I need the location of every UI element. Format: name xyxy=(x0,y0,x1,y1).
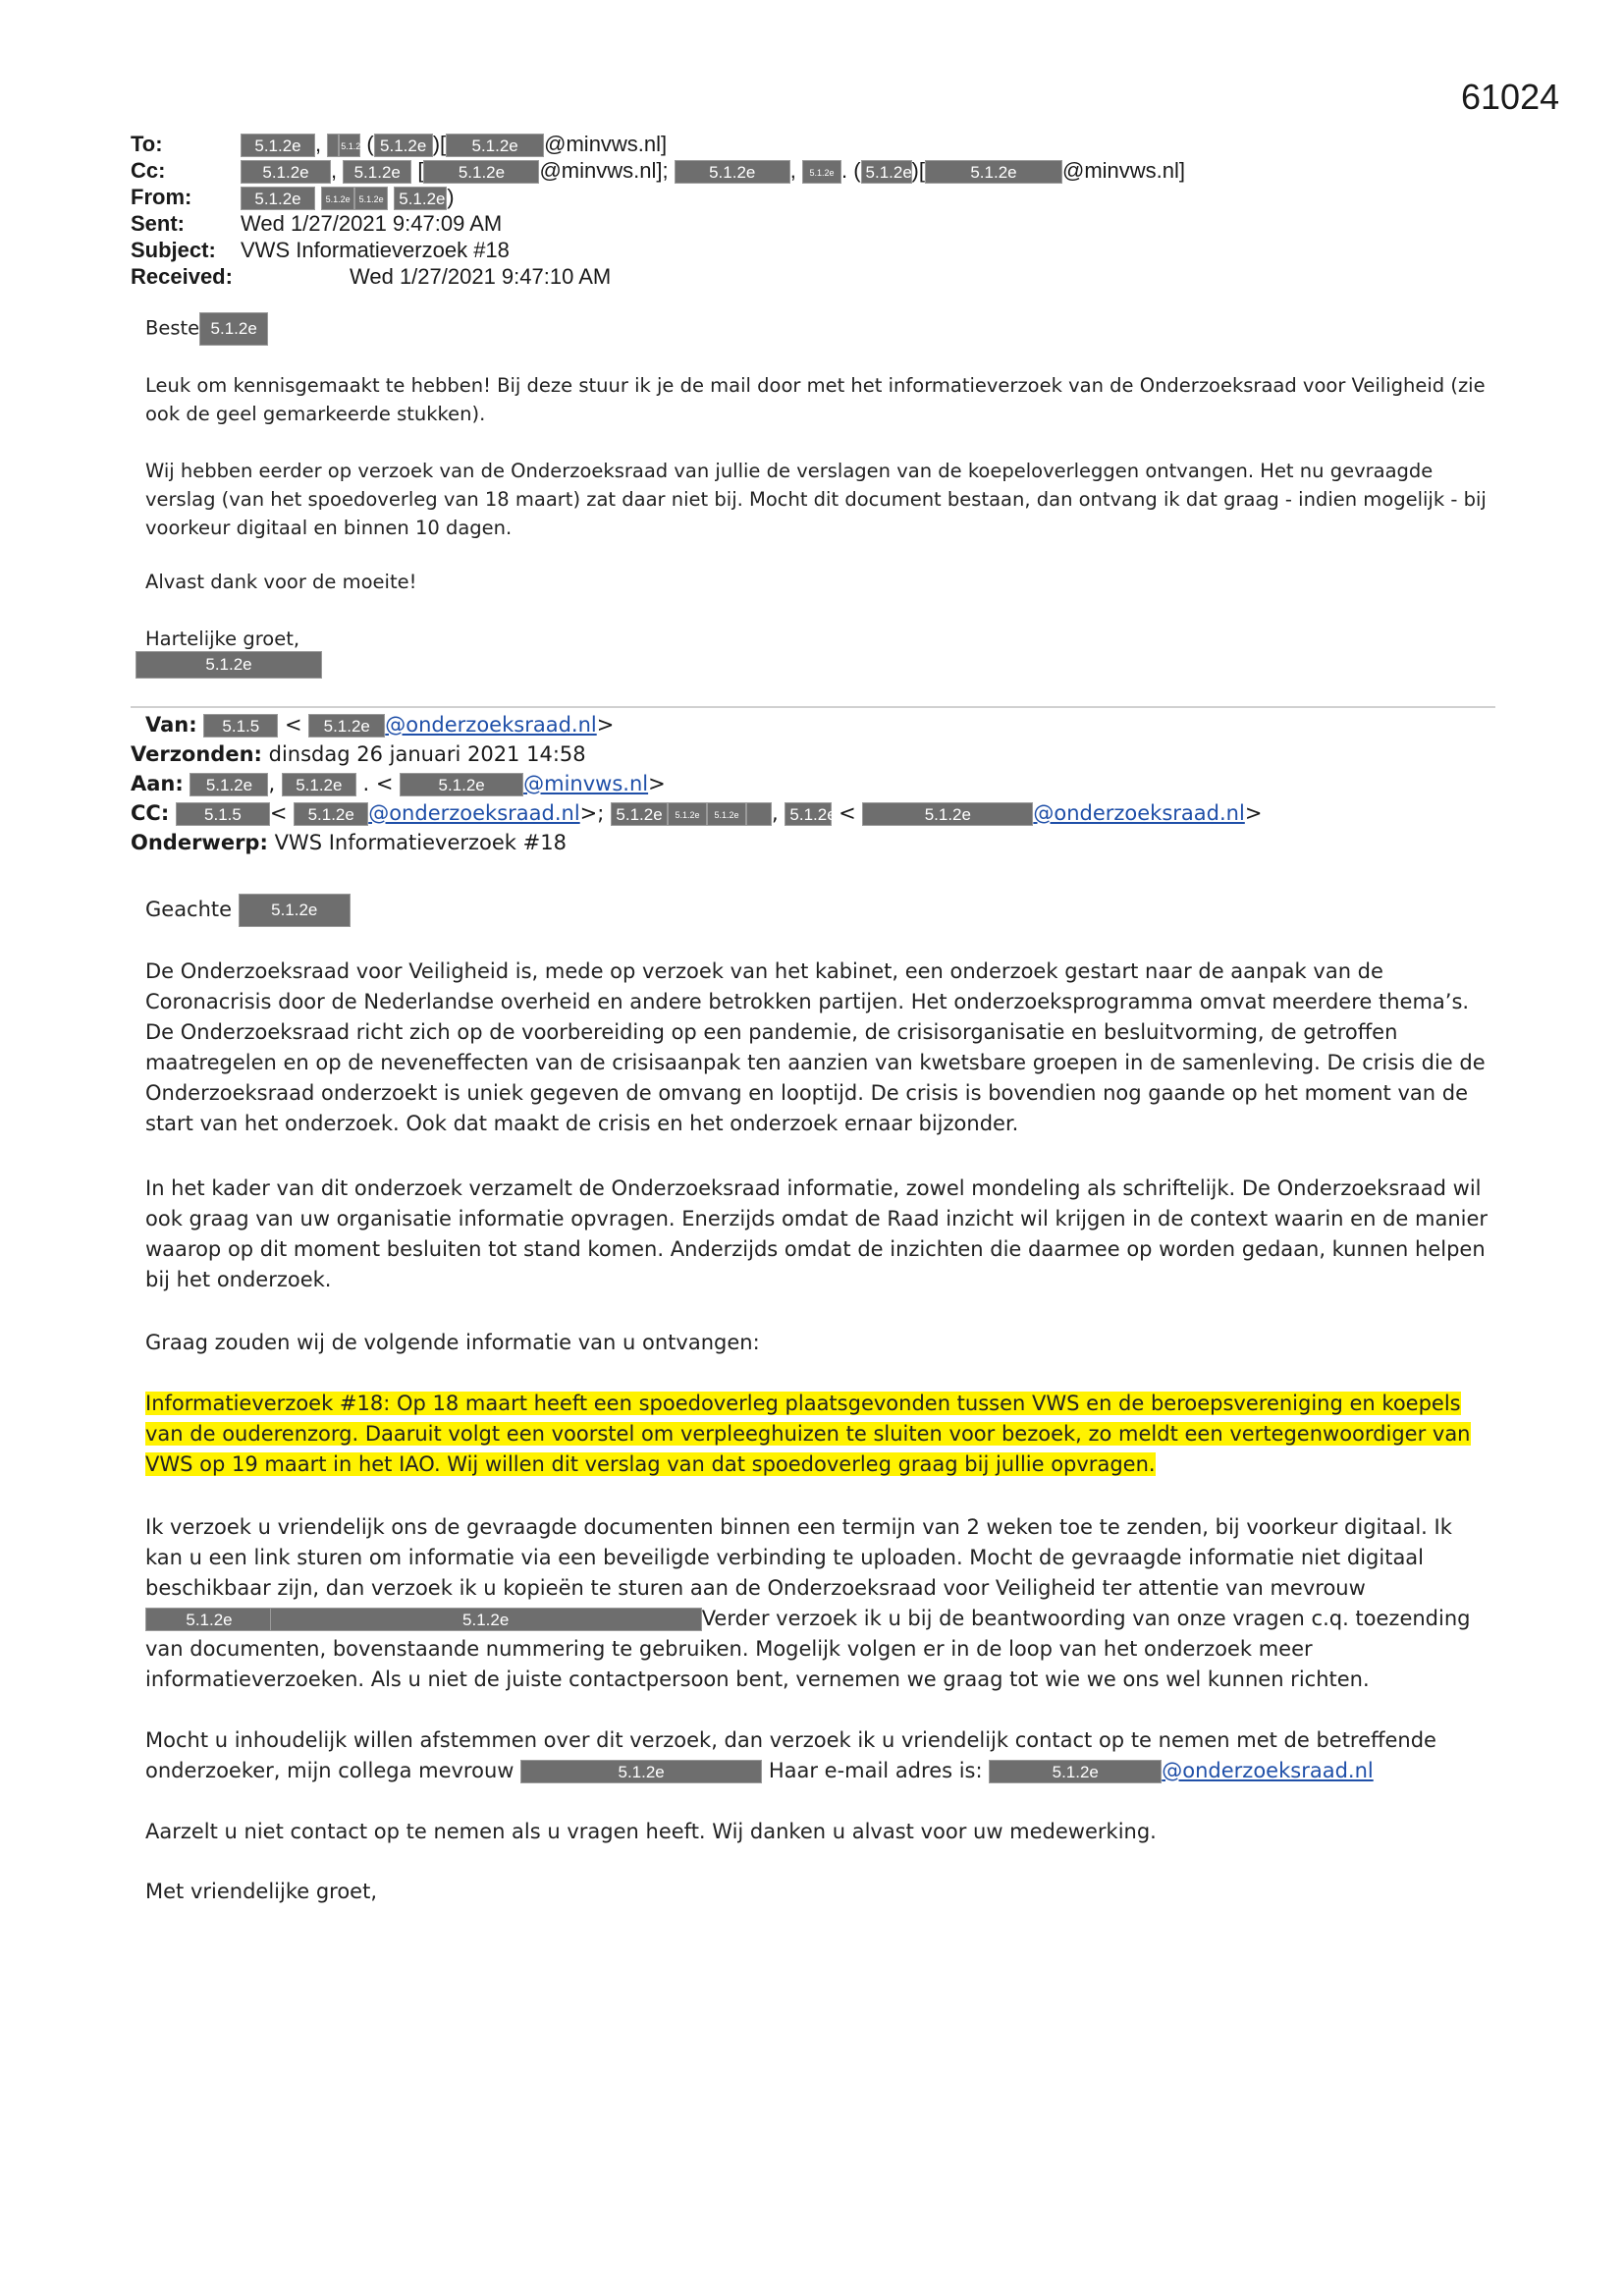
msg-greeting-line xyxy=(145,894,1490,927)
verzonden-value: dinsdag 26 januari 2021 14:58 xyxy=(268,742,586,766)
redaction: 5.1.2e xyxy=(145,1608,273,1631)
redaction: 5.1.5 xyxy=(176,802,270,826)
redaction: 5.1.2e xyxy=(668,802,707,826)
msg-closing-text: Met vriendelijke groet, xyxy=(145,1880,378,1903)
msg-p3: Graag zouden wij de volgende informatie van u ontvangen: xyxy=(145,1331,760,1354)
msg-paragraph-6 xyxy=(145,1817,1490,1847)
to-value: 5.1.2e , 5.1.2e ( 5.1.2e )[ 5.1.2e @minvws.nl] xyxy=(241,131,667,157)
redaction: 5.1.2e xyxy=(189,773,268,796)
van-email[interactable]: @onderzoeksraad.nl xyxy=(385,713,597,737)
subject-value: VWS Informatieverzoek #18 xyxy=(241,238,510,262)
separator xyxy=(131,706,1495,708)
redaction: 5.1.2e xyxy=(199,312,268,346)
redaction: 5.1.2e xyxy=(802,160,841,184)
cc-fwd-label: CC: xyxy=(131,801,170,825)
reply-greeting: Beste xyxy=(145,316,200,340)
redaction xyxy=(746,802,772,826)
onderwerp-value: VWS Informatieverzoek #18 xyxy=(274,831,567,854)
onderwerp-label: Onderwerp: xyxy=(131,831,268,854)
msg-p5-email[interactable]: @onderzoeksraad.nl xyxy=(1162,1759,1374,1782)
fwd-verzonden xyxy=(131,740,586,768)
cc-value: 5.1.2e , 5.1.2e [ 5.1.2e @minvws.nl]; 5.1.2e , 5.1.2e . ( 5.1.2e)[ 5.1.2e @minvws.nl] xyxy=(241,157,1185,184)
redaction: 5.1.2e xyxy=(321,187,354,210)
cc-fwd-email[interactable]: @onderzoeksraad.nl xyxy=(368,801,580,825)
redaction: 5.1.2e xyxy=(446,134,544,157)
msg-greeting: Geachte xyxy=(145,898,233,921)
redaction: 5.1.2e xyxy=(925,160,1062,184)
cc-label: Cc: xyxy=(131,158,166,183)
sent-label: Sent: xyxy=(131,211,185,236)
redaction: 5.1.2e xyxy=(400,773,523,796)
from-label: From: xyxy=(131,185,192,209)
page-number: 61024 xyxy=(1461,77,1560,117)
redaction: 5.1.2e xyxy=(861,160,912,184)
aan-label: Aan: xyxy=(131,772,184,795)
msg-paragraph-5 xyxy=(145,1725,1490,1786)
msg-paragraph-2 xyxy=(145,1174,1490,1295)
verzonden-label: Verzonden: xyxy=(131,742,262,766)
redaction: 5.1.2e xyxy=(707,802,746,826)
signature-redaction xyxy=(135,651,322,679)
van-label: Van: xyxy=(145,713,197,737)
fwd-cc: CC: 5.1.5 < 5.1.2e @onderzoeksraad.nl>; 5.1.2e 5.1.2e 5.1.2e , 5.1.2e < 5.1.2e @onderzoeksraad.nl> xyxy=(131,801,1263,825)
redaction: 5.1.2e xyxy=(135,651,322,679)
reply-p1: Leuk om kennisgemaakt te hebben! Bij deze stuur ik je de mail door met het informatieverzoek van de Onderzoeksraad voor Veiligheid (zie ook de geel gemarkeerde stukken). xyxy=(145,374,1486,425)
msg-paragraph-3 xyxy=(145,1328,1490,1358)
redaction: 5.1.2e xyxy=(339,134,360,157)
redaction: 5.1.2e xyxy=(294,802,368,826)
redaction: 5.1.2e xyxy=(862,802,1033,826)
redaction xyxy=(327,134,339,157)
msg-paragraph-1 xyxy=(145,957,1490,1139)
received-label: Received: xyxy=(131,264,233,289)
fwd-onderwerp xyxy=(131,829,567,856)
msg-p1: De Onderzoeksraad voor Veiligheid is, mede op verzoek van het kabinet, een onderzoek gestart naar de aanpak van de Coronacrisis door de Nederlandse overheid en andere betrokken partijen. Het onderzoeksprogramma omvat meerdere thema’s. De Onderzoeksraad richt zich op de voorbereiding op een pandemie, de crisisorganisatie en besluitvorming, de getroffen maatregelen en op de neveneffecten van de crisisaanpak ten aanzien van kwetsbare groepen in de samenleving. De crisis die de Onderzoeksraad onderzoekt is uniek gegeven de omvang en looptijd. De crisis is bovendien nog gaande op het moment van de start van het onderzoek. Ook dat maakt de crisis en het onderzoek ernaar bijzonder. xyxy=(145,959,1486,1135)
to-label: To: xyxy=(131,132,163,156)
msg-p5a: Mocht u inhoudelijk willen afstemmen over dit verzoek, dan verzoek ik u vriendelijk contact op te nemen met de betreffende onderzoeker, mijn collega mevrouw xyxy=(145,1728,1436,1782)
fwd-van: Van: 5.1.5 < 5.1.2e @onderzoeksraad.nl> xyxy=(145,713,615,737)
reply-p3: Alvast dank voor de moeite! xyxy=(145,571,417,593)
reply-paragraph-2 xyxy=(145,457,1490,542)
from-value: 5.1.2e 5.1.2e 5.1.2e 5.1.2e) xyxy=(241,184,455,210)
msg-p4a: Ik verzoek u vriendelijk ons de gevraagde documenten binnen een termijn van 2 weken toe te zenden, bij voorkeur digitaal. Ik kan u een link sturen om informatie via een beveiligde verbinding te uploaden. Mocht de gevraagde informatie niet digitaal beschikbaar zijn, dan verzoek ik u kopieën te sturen aan de Onderzoeksraad voor Veiligheid ter attentie van mevrouw xyxy=(145,1515,1452,1600)
redaction: 5.1.2e xyxy=(239,894,351,927)
redaction: 5.1.2e xyxy=(611,802,668,826)
redaction: 5.1.2e xyxy=(308,714,385,738)
redaction: 5.1.2e xyxy=(241,160,331,184)
reply-closing xyxy=(145,625,1490,653)
redaction: 5.1.5 xyxy=(203,714,278,738)
msg-p4 xyxy=(145,1512,1490,1695)
aan-email[interactable]: @minvws.nl xyxy=(523,772,649,795)
received-value: Wed 1/27/2021 9:47:10 AM xyxy=(350,264,612,289)
reply-paragraph-3 xyxy=(145,568,1490,596)
msg-highlight-paragraph xyxy=(145,1389,1490,1480)
msg-p6: Aarzelt u niet contact op te nemen als u vragen heeft. Wij danken u alvast voor uw medewerking. xyxy=(145,1820,1157,1843)
redaction: 5.1.2e xyxy=(343,160,411,184)
msg-p5 xyxy=(145,1725,1490,1786)
redaction: 5.1.2e xyxy=(394,187,447,210)
redaction: 5.1.2e xyxy=(270,1608,702,1631)
subject-label: Subject: xyxy=(131,238,216,262)
redaction: 5.1.2e xyxy=(675,160,790,184)
reply-greeting-line xyxy=(145,312,1490,346)
sent-value: Wed 1/27/2021 9:47:09 AM xyxy=(241,211,503,236)
redaction: 5.1.2e xyxy=(520,1760,762,1783)
msg-p5b: Haar e-mail adres is: xyxy=(768,1759,983,1782)
cc-domain: @minvws.nl]; xyxy=(539,158,669,183)
redaction: 5.1.2e xyxy=(241,134,315,157)
fwd-aan: Aan: 5.1.2e , 5.1.2e . < 5.1.2e @minvws.nl> xyxy=(131,772,666,795)
cc-fwd-email-2[interactable]: @onderzoeksraad.nl xyxy=(1033,801,1245,825)
reply-closing-text: Hartelijke groet, xyxy=(145,628,300,650)
msg-highlight xyxy=(145,1389,1490,1480)
reply-p2: Wij hebben eerder op verzoek van de Onderzoeksraad van jullie de verslagen van de koepeloverleggen ontvangen. Het nu gevraagde verslag (van het spoedoverleg van 18 maart) zat daar niet bij. Mocht dit document bestaan, dan ontvang ik dat graag - indien mogelijk - bij voorkeur digitaal en binnen 10 dagen. xyxy=(145,460,1487,539)
to-domain: @minvws.nl] xyxy=(544,132,668,156)
msg-p2: In het kader van dit onderzoek verzamelt de Onderzoeksraad informatie, zowel mondeling als schriftelijk. De Onderzoeksraad wil ook graag van uw organisatie informatie opvragen. Enerzijds omdat de Raad inzicht wil krijgen in de context waarin en de manier waarop op dit moment besluiten tot stand komen. Anderzijds omdat de inzichten die daarmee op worden gedaan, kunnen helpen bij het onderzoek. xyxy=(145,1176,1489,1291)
msg-paragraph-4 xyxy=(145,1512,1490,1695)
redaction: 5.1.2e xyxy=(241,187,315,210)
msg-highlight-text: Informatieverzoek #18: Op 18 maart heeft een spoedoverleg plaatsgevonden tussen VWS en de beroepsvereniging en koepels van de ouderenzorg. Daaruit volgt een voorstel om verpleeghuizen te sluiten voor bezoek, zo meldt een vertegenwoordiger van VWS op 19 maart in het IAO. Wij willen dit verslag van dat spoedoverleg graag bij jullie opvragen. xyxy=(145,1392,1471,1476)
redaction: 5.1.2e xyxy=(374,134,433,157)
msg-closing xyxy=(145,1877,1490,1907)
msg-p4b: Verder verzoek ik u bij de beantwoording van onze vragen c.q. toezending van documenten, bovenstaande nummering te gebruiken. Mogelijk volgen er in de loop van het onderzoek meer informatieverzoeken. Als u niet de juiste contactpersoon bent, vernemen we graag tot wie we ons wel kunnen richten. xyxy=(145,1607,1471,1691)
redaction: 5.1.2e xyxy=(785,802,832,826)
redaction: 5.1.2e xyxy=(354,187,388,210)
redaction: 5.1.2e xyxy=(282,773,356,796)
reply-paragraph-1 xyxy=(145,371,1490,428)
cc-domain-end: @minvws.nl] xyxy=(1061,158,1186,183)
redaction: 5.1.2e xyxy=(989,1760,1162,1783)
redaction: 5.1.2e xyxy=(423,160,539,184)
